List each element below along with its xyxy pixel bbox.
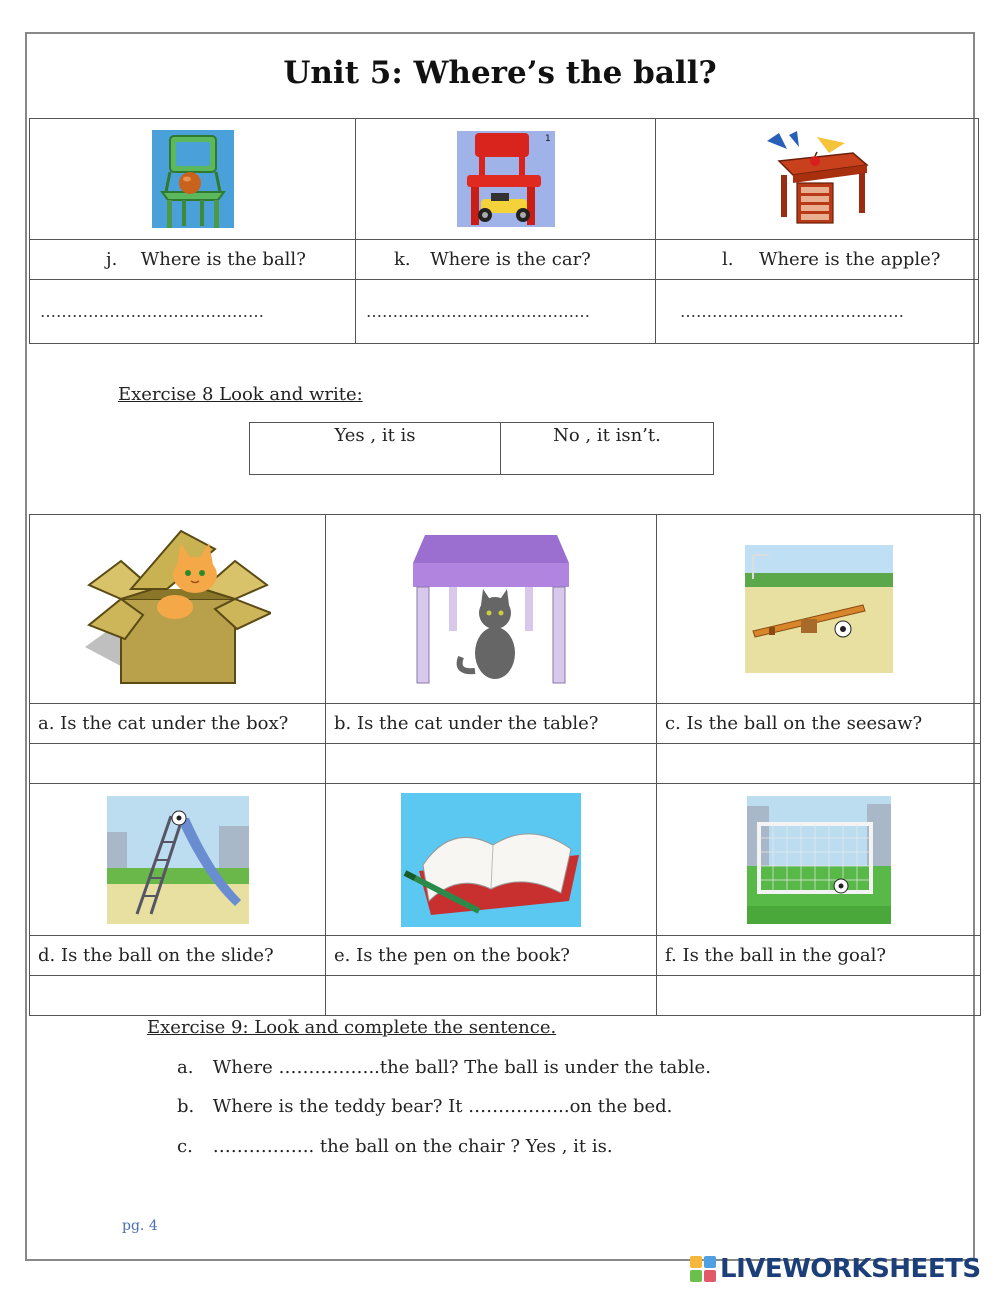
question-text: Where is the car? [430,249,591,270]
sentence-text: …………….. the ball on the chair ? Yes , it is. [212,1136,613,1157]
exercise8-heading: Exercise 8 Look and write: [118,384,363,405]
sentence-label: a. [177,1057,194,1078]
sentence-label: c. [177,1136,193,1157]
question-label: k. [394,249,411,270]
cat-in-box-image [85,529,271,689]
sentence-b [177,1096,672,1117]
sentence-label: b. [177,1096,195,1117]
answer-field-c[interactable] [657,744,981,784]
question-text: Where is the ball? [140,249,306,270]
image-cell-seesaw [657,515,981,704]
brand-footer[interactable] [690,1254,981,1284]
answer-choices-table [249,422,714,475]
sentence-text: Where is the teddy bear? It ……………..on the bed. [212,1096,673,1117]
exercise9-heading: Exercise 9: Look and complete the sentence. [147,1017,557,1038]
choice-yes: Yes , it is [250,423,501,475]
image-cell-book [326,784,657,936]
question-b: b. Is the cat under the table? [326,704,657,744]
question-label: l. [722,249,734,270]
image-number: 1 [544,134,551,144]
question-l [656,240,979,280]
pen-near-book-image [401,793,581,927]
choice-no: No , it isn’t. [501,423,714,475]
ball-near-seesaw-image [745,545,893,673]
answer-field-b[interactable] [326,744,657,784]
chair-with-ball-image [152,130,234,228]
question-label: j. [106,249,118,270]
question-e: e. Is the pen on the book? [326,936,657,976]
answer-field-l[interactable]: …………………………………… [656,280,979,344]
exercise8-table [29,514,981,1016]
sentence-a [177,1057,711,1078]
question-f: f. Is the ball in the goal? [657,936,981,976]
ball-on-slide-image [107,796,249,924]
brand-logo-icon [690,1256,716,1282]
image-cell-goal [657,784,981,936]
image-cell-desk-apple [656,119,979,240]
top-question-table [29,118,979,344]
question-d: d. Is the ball on the slide? [30,936,326,976]
image-cell-slide [30,784,326,936]
answer-field-j[interactable]: …………………………………… [30,280,356,344]
brand-name: LIVEWORKSHEETS [720,1254,981,1284]
answer-field-e[interactable] [326,976,657,1016]
page-title: Unit 5: Where’s the ball? [283,55,717,91]
image-cell-chair-ball [30,119,356,240]
image-cell-cat-table [326,515,657,704]
question-j [30,240,356,280]
sentence-text: Where ……………..the ball? The ball is under the table. [212,1057,711,1078]
question-text: Where is the apple? [758,249,941,270]
question-a: a. Is the cat under the box? [30,704,326,744]
cat-under-table-image [411,533,571,685]
answer-field-d[interactable] [30,976,326,1016]
sentence-c [177,1136,613,1157]
desk-with-apple-image [757,131,877,227]
answer-field-k[interactable]: …………………………………… [356,280,656,344]
question-c: c. Is the ball on the seesaw? [657,704,981,744]
answer-field-f[interactable] [657,976,981,1016]
image-cell-cat-box [30,515,326,704]
page-number: pg. 4 [122,1218,158,1234]
chair-with-toy-car-image [457,131,555,227]
answer-field-a[interactable] [30,744,326,784]
question-k [356,240,656,280]
ball-in-goal-image [747,796,891,924]
image-cell-chair-car [356,119,656,240]
